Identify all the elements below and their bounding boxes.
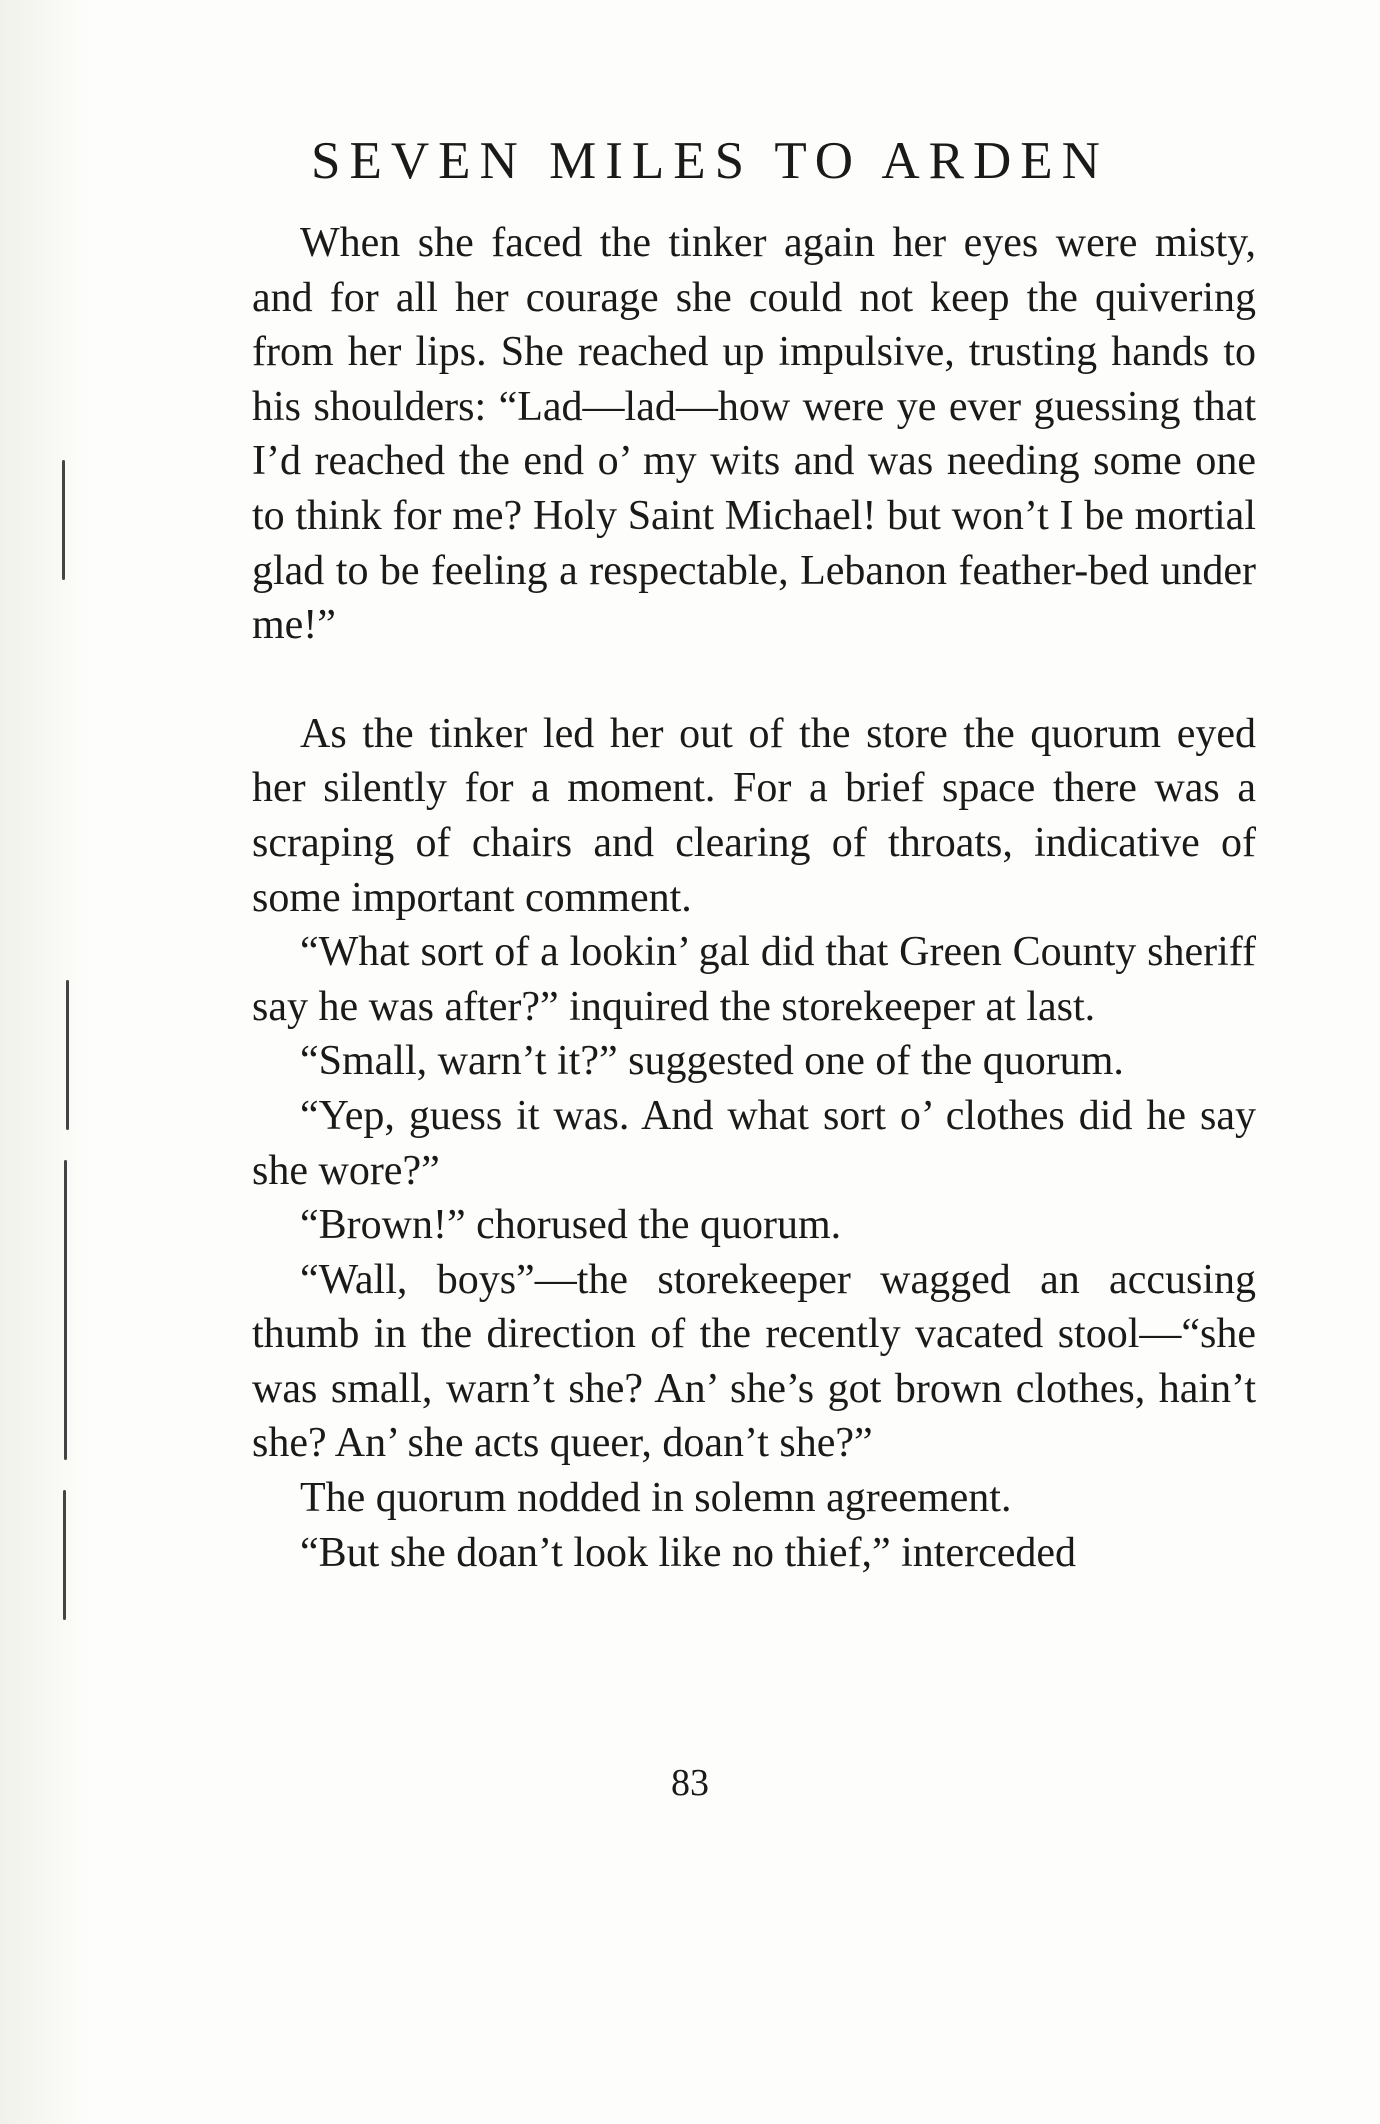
paragraph: The quorum nodded in solemn agreement. [300, 1475, 1012, 1522]
paragraph: “Yep, guess it was. And what sort o’ clothes did he say she wore?” [252, 1092, 1256, 1194]
paragraph: “Wall, boys”—the storekeeper wagged an accusing thumb in the direction of the recently vacated stool—“she was small, warn’t she? An’ she’s got brown clothes, hain’t she? An’ she acts queer, doan’t she?” [252, 1256, 1256, 1467]
page-gutter [0, 0, 90, 2124]
gutter-mark [63, 1490, 66, 1620]
gutter-mark [64, 1160, 67, 1460]
page-number: 83 [671, 1762, 709, 1804]
paragraph: When she faced the tinker again her eyes were misty, and for all her courage she could not keep the quivering from her lips. She reached up impulsive, trusting hands to his shoulders: “Lad—lad—how were ye ever guessing that I’d reached the end o’ my wits and was needing some one to think for me? Holy Saint Michael! but won’t I be mortial glad to be feeling a respectable, Lebanon feather-bed under me!” [252, 220, 1256, 649]
paragraph: “Small, warn’t it?” suggested one of the quorum. [300, 1038, 1124, 1085]
body-text [252, 216, 1256, 1580]
gutter-mark [66, 980, 69, 1130]
paragraph: “What sort of a lookin’ gal did that Green County sheriff say he was after?” inquired the storekeeper at last. [252, 929, 1256, 1030]
paragraph: “Brown!” chorused the quorum. [300, 1202, 842, 1249]
gutter-mark [62, 460, 65, 580]
paragraph: As the tinker led her out of the store the quorum eyed her silently for a moment. For a brief space there was a scraping of chairs and clearing of throats, indicative of some important comment. [252, 710, 1256, 921]
running-head: SEVEN MILES TO ARDEN [311, 132, 1109, 190]
paragraph: “But she doan’t look like no thief,” interceded [300, 1529, 1076, 1576]
